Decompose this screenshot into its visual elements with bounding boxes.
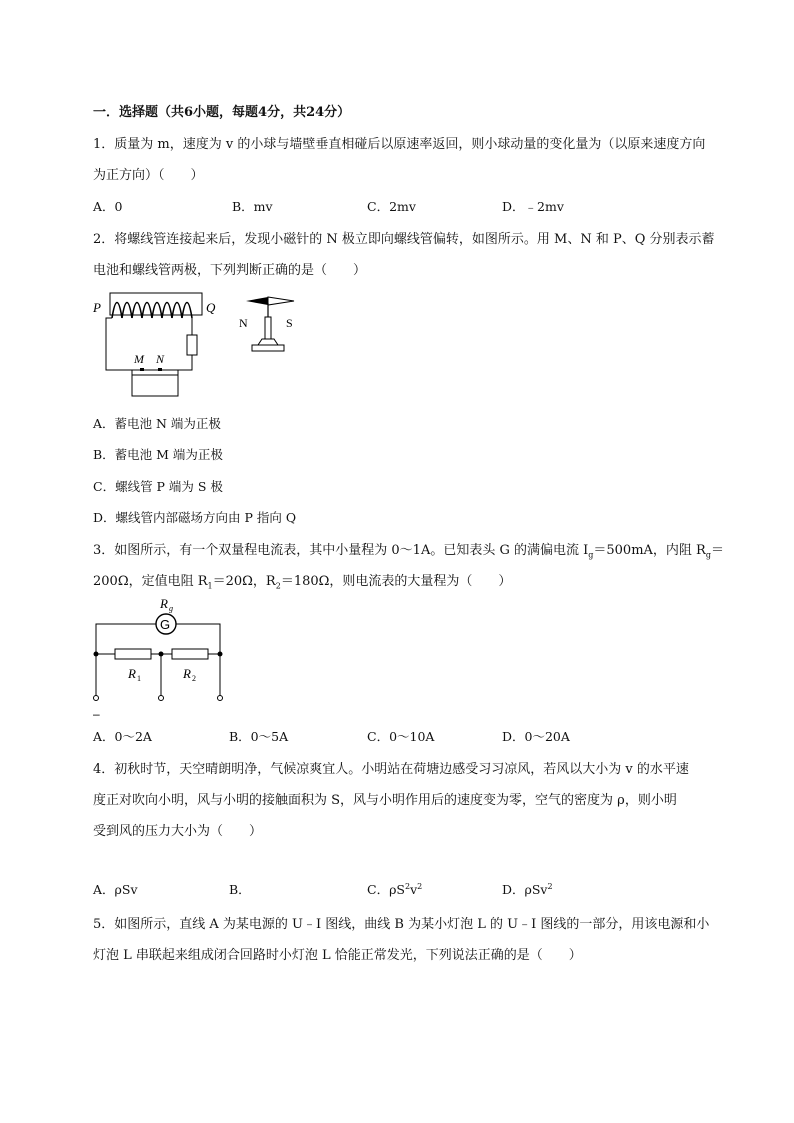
minus-terminal-label: – — [93, 707, 100, 721]
q2-option-b: B．蓄电池 M 端为正极 — [93, 447, 223, 462]
label-p: P — [93, 300, 101, 315]
q1-option-b: B．mv — [232, 199, 273, 214]
q3-option-a: A．0～2A — [93, 729, 152, 744]
q5-stem-line1: 5．如图所示，直线 A 为某电源的 U﹣I 图线，曲线 B 为某小灯泡 L 的 U﹣I 图线的一部分，用该电源和小 — [93, 917, 710, 932]
q4-stem-line3: 受到风的压力大小为（ ） — [93, 824, 263, 839]
svg-text:2: 2 — [192, 674, 196, 683]
q4-stem-line1: 4．初秋时节，天空晴朗明净，气候凉爽宜人。小明站在荷塘边感受习习凉风，若风以大小为 v 的水平速 — [93, 762, 689, 777]
q1-stem-line2: 为正方向）（ ） — [93, 168, 204, 183]
rg-label: R — [160, 596, 168, 611]
q4-option-d: D．ρSv$^2$ — [502, 881, 553, 897]
q2-option-d: D．螺线管内部磁场方向由 P 指向 Q — [93, 510, 297, 525]
galvanometer-g-label: G — [160, 617, 171, 632]
r2-label: R — [183, 666, 191, 681]
section-title: 一．选择题（共6小题，每题4分，共24分） — [93, 105, 351, 120]
q4-option-c: C．$\rho S^2v^2$ — [367, 881, 423, 897]
q1-stem-line1: 1．质量为 m，速度为 v 的小球与墙壁垂直相碰后以原速率返回，则小球动量的变化量为（以原来速度方向 — [93, 137, 706, 152]
needle-n-label: N — [239, 316, 248, 330]
label-q: Q — [206, 300, 216, 315]
q4-option-b: B． — [229, 882, 251, 897]
needle-s-label: S — [286, 316, 293, 330]
q3-option-b: B．0～5A — [229, 729, 289, 744]
q2-option-a: A．蓄电池 N 端为正极 — [93, 416, 221, 431]
q3-stem-line2: 200Ω，定值电阻 $R_1=20\Omega$，$R_2=180\Omega$，则电流表的大量程为（ ） — [93, 574, 512, 591]
q2-stem-line2: 电池和螺线管两极，下列判断正确的是（ ） — [93, 263, 367, 278]
r1-label: R — [128, 666, 136, 681]
compass-needle-figure — [236, 295, 301, 357]
svg-text:g: g — [169, 604, 173, 613]
q1-option-d: D．﹣2mv — [502, 199, 564, 214]
q3-option-d: D．0～20A — [502, 729, 570, 744]
q3-stem-line1: 3．如图所示，有一个双量程电流表，其中小量程为 0～1A。已知表头 G 的满偏电流 $I_g=500mA$，内阻 $R_g=$ — [93, 543, 724, 560]
label-n: N — [156, 352, 165, 366]
ammeter-circuit-figure — [88, 592, 228, 722]
label-m: M — [134, 352, 144, 366]
q2-stem-line1: 2．将螺线管连接起来后，发现小磁针的 N 极立即向螺线管偏转，如图所示。用 M、N 和 P、Q 分别表示蓄 — [93, 232, 715, 247]
solenoid-circuit-figure — [90, 290, 220, 405]
q5-stem-line2: 灯泡 L 串联起来组成闭合回路时小灯泡 L 恰能正常发光，下列说法正确的是（ ） — [93, 948, 582, 963]
svg-text:1: 1 — [137, 674, 141, 683]
q1-option-c: C．2mv — [367, 199, 416, 214]
q3-option-c: C．0～10A — [367, 729, 435, 744]
q4-stem-line2: 度正对吹向小明，风与小明的接触面积为 S，风与小明作用后的速度变为零，空气的密度为 ρ，则小明 — [93, 793, 677, 808]
q1-option-a: A．0 — [93, 199, 123, 214]
q2-option-c: C．螺线管 P 端为 S 极 — [93, 479, 223, 494]
q4-option-a: A．ρSv — [93, 882, 138, 897]
